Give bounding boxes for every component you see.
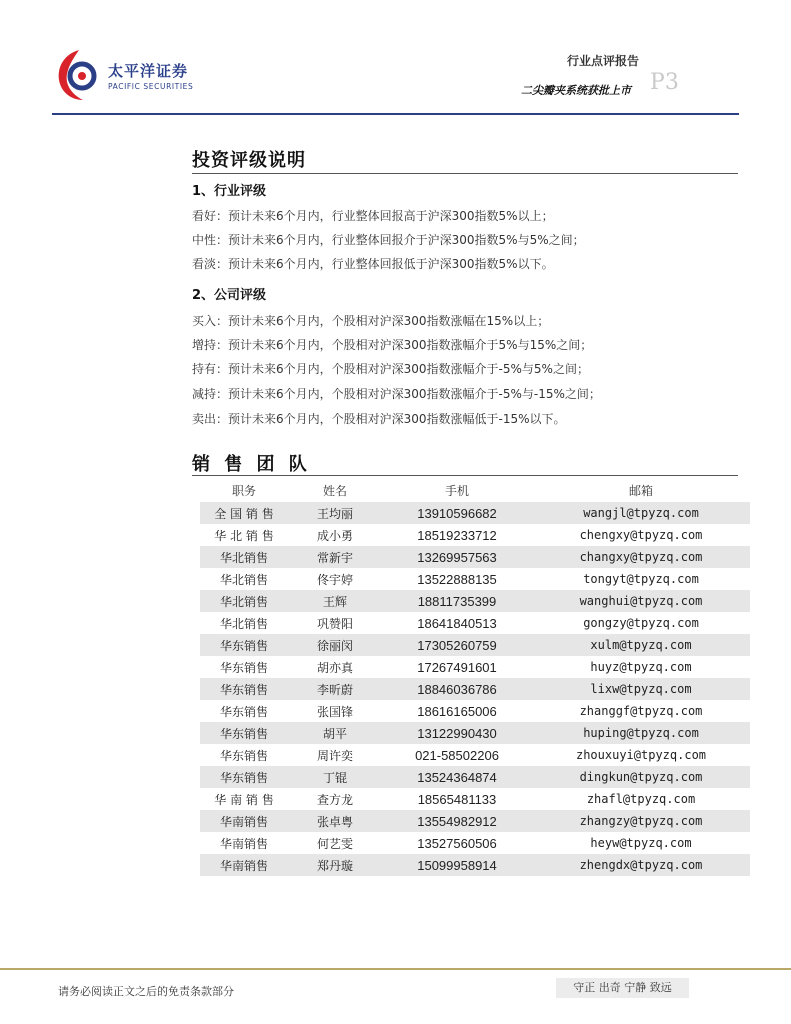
cell-name: 查方龙 <box>316 792 353 807</box>
table-row <box>200 568 750 590</box>
company-rating-line: 卖出：预计未来6个月内，个股相对沪深300指数涨幅低于-15%以下。 <box>192 412 566 426</box>
cell-email: dingkun@tpyzq.com <box>532 766 750 788</box>
company-rating-line: 持有：预计未来6个月内，个股相对沪深300指数涨幅介于-5%与5%之间； <box>192 362 589 376</box>
cell-position: 华东销售 <box>200 678 288 700</box>
footer-disclaimer: 请务必阅读正文之后的免责条款部分 <box>58 985 234 998</box>
sales-title-rule <box>192 475 738 476</box>
report-title: 二尖瓣夹系统获批上市 <box>521 84 631 97</box>
industry-rating-line: 中性：预计未来6个月内，行业整体回报介于沪深300指数5%与5%之间； <box>192 233 585 247</box>
pacific-securities-logo-icon <box>55 46 105 102</box>
cell-position: 全 国 销 售 <box>200 502 288 524</box>
cell-phone: 17267491601 <box>417 659 497 675</box>
cell-position: 华南销售 <box>219 836 268 851</box>
cell-email: wangjl@tpyzq.com <box>532 502 750 524</box>
table-row <box>200 854 750 876</box>
cell-name: 常新宇 <box>288 546 382 568</box>
rating-section-title: 投资评级说明 <box>192 150 306 171</box>
table-row <box>200 502 750 524</box>
footer-divider <box>0 968 791 970</box>
page-letter: P <box>650 70 665 95</box>
header-phone: 手机 <box>444 484 469 498</box>
cell-position: 华北销售 <box>219 572 268 587</box>
cell-phone: 18846036786 <box>382 678 532 700</box>
cell-email: tongyt@tpyzq.com <box>583 572 699 586</box>
cell-name: 成小勇 <box>316 528 353 543</box>
cell-phone: 13122990430 <box>382 722 532 744</box>
cell-position: 华 南 销 售 <box>214 792 274 807</box>
cell-position: 华东销售 <box>200 722 288 744</box>
cell-position: 华东销售 <box>200 766 288 788</box>
sales-team-rows <box>200 502 750 876</box>
table-row <box>200 766 750 788</box>
cell-phone: 13522888135 <box>417 571 497 587</box>
table-header-row <box>200 479 750 502</box>
table-row <box>200 810 750 832</box>
sales-team-title: 销 售 团 队 <box>192 454 311 475</box>
cell-name: 佟宇婷 <box>316 572 353 587</box>
table-row <box>200 832 750 854</box>
cell-name: 丁锟 <box>288 766 382 788</box>
cell-position: 华南销售 <box>200 810 288 832</box>
cell-name: 胡亦真 <box>316 660 353 675</box>
table-row <box>200 612 750 634</box>
cell-name: 何艺雯 <box>316 836 353 851</box>
cell-position: 华 北 销 售 <box>214 528 274 543</box>
cell-name: 王辉 <box>288 590 382 612</box>
cell-name: 郑丹璇 <box>288 854 382 876</box>
table-row <box>200 744 750 766</box>
cell-email: chengxy@tpyzq.com <box>579 528 703 542</box>
cell-email: gongzy@tpyzq.com <box>583 616 699 630</box>
table-row <box>200 722 750 744</box>
cell-email: zhafl@tpyzq.com <box>586 792 696 806</box>
cell-phone: 13554982912 <box>382 810 532 832</box>
company-rating-line: 买入：预计未来6个月内，个股相对沪深300指数涨幅在15%以上； <box>192 314 550 328</box>
cell-email: xulm@tpyzq.com <box>532 634 750 656</box>
sales-team-table <box>200 479 750 876</box>
cell-name: 李昕蔚 <box>288 678 382 700</box>
company-rating-line: 减持：预计未来6个月内，个股相对沪深300指数涨幅介于-5%与-15%之间； <box>192 387 601 401</box>
cell-email: huyz@tpyzq.com <box>590 660 692 674</box>
table-row <box>200 590 750 612</box>
cell-name: 徐丽闵 <box>288 634 382 656</box>
cell-position: 华南销售 <box>200 854 288 876</box>
cell-position: 华东销售 <box>219 748 268 763</box>
table-row <box>200 634 750 656</box>
cell-phone: 13910596682 <box>382 502 532 524</box>
cell-position: 华北销售 <box>200 546 288 568</box>
cell-email: zhengdx@tpyzq.com <box>532 854 750 876</box>
cell-name: 巩赞阳 <box>316 616 353 631</box>
cell-email: wanghui@tpyzq.com <box>532 590 750 612</box>
cell-email: lixw@tpyzq.com <box>532 678 750 700</box>
cell-phone: 021-58502206 <box>415 747 499 763</box>
cell-phone: 18565481133 <box>417 791 497 807</box>
cell-position: 华东销售 <box>219 660 268 675</box>
cell-position: 华北销售 <box>200 590 288 612</box>
company-rating-title: 2、公司评级 <box>192 288 267 303</box>
page-digit: 3 <box>664 70 679 95</box>
table-row <box>200 788 750 810</box>
cell-name: 张国锋 <box>316 704 353 719</box>
cell-name: 周许奕 <box>316 748 353 763</box>
logo-chinese-name: 太平洋证券 <box>108 62 189 80</box>
cell-email: huping@tpyzq.com <box>532 722 750 744</box>
page-number <box>650 62 679 97</box>
table-row <box>200 678 750 700</box>
cell-phone: 18519233712 <box>417 527 497 543</box>
table-row <box>200 656 750 678</box>
cell-phone: 18641840513 <box>417 615 497 631</box>
cell-phone: 13524364874 <box>382 766 532 788</box>
cell-phone: 17305260759 <box>382 634 532 656</box>
cell-phone: 18616165006 <box>417 703 497 719</box>
cell-phone: 13527560506 <box>417 835 497 851</box>
cell-position: 华东销售 <box>200 634 288 656</box>
cell-phone: 13269957563 <box>382 546 532 568</box>
company-rating-line: 增持：预计未来6个月内，个股相对沪深300指数涨幅介于5%与15%之间； <box>192 338 593 352</box>
header-name: 姓名 <box>322 484 347 498</box>
rating-title-rule <box>192 173 738 174</box>
industry-rating-title: 1、行业评级 <box>192 184 267 199</box>
cell-email: zhangzy@tpyzq.com <box>532 810 750 832</box>
cell-name: 王均丽 <box>288 502 382 524</box>
table-row <box>200 524 750 546</box>
cell-phone: 18811735399 <box>382 590 532 612</box>
cell-name: 胡平 <box>288 722 382 744</box>
footer-motto: 守正 出奇 宁静 致远 <box>556 978 689 998</box>
header-position: 职务 <box>231 484 256 498</box>
logo-english-name: PACIFIC SECURITIES <box>108 82 194 91</box>
cell-position: 华东销售 <box>219 704 268 719</box>
cell-email: zhouxuyi@tpyzq.com <box>575 748 707 762</box>
company-logo <box>55 46 215 102</box>
cell-email: changxy@tpyzq.com <box>532 546 750 568</box>
table-row <box>200 700 750 722</box>
cell-name: 张卓粤 <box>288 810 382 832</box>
cell-email: zhanggf@tpyzq.com <box>579 704 703 718</box>
cell-email: heyw@tpyzq.com <box>590 836 692 850</box>
header-email: 邮箱 <box>628 484 653 498</box>
report-type: 行业点评报告 <box>566 54 639 68</box>
industry-rating-line: 看淡：预计未来6个月内，行业整体回报低于沪深300指数5%以下。 <box>192 257 554 271</box>
header-divider <box>52 113 739 115</box>
cell-phone: 15099958914 <box>382 854 532 876</box>
cell-position: 华北销售 <box>219 616 268 631</box>
industry-rating-line: 看好：预计未来6个月内，行业整体回报高于沪深300指数5%以上； <box>192 209 554 223</box>
table-row <box>200 546 750 568</box>
